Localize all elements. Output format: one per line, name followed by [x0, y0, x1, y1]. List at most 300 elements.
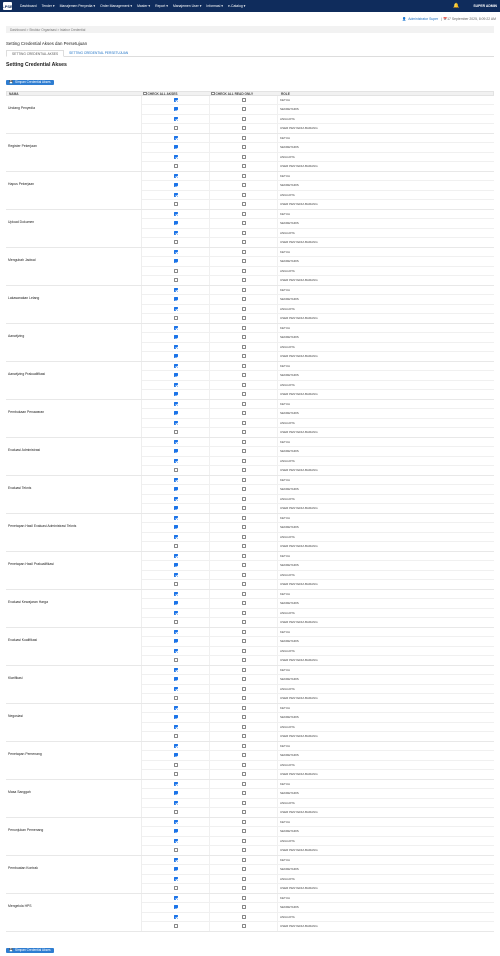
akses-checkbox[interactable] [174, 924, 178, 928]
akses-checkbox[interactable] [174, 877, 178, 881]
readonly-checkbox[interactable] [242, 573, 246, 577]
table-row [142, 162, 494, 171]
akses-checkbox[interactable] [174, 525, 178, 529]
readonly-checkbox[interactable] [242, 250, 246, 254]
akses-checkbox[interactable] [174, 858, 178, 862]
readonly-checkbox[interactable] [242, 715, 246, 719]
header-role: ROLE [281, 91, 290, 96]
role-label: SEKRETARIS [280, 411, 299, 416]
table-row [142, 903, 494, 912]
table-row [142, 485, 494, 494]
readonly-checkbox[interactable] [242, 582, 246, 586]
save-credential-button-bottom[interactable] [6, 948, 54, 953]
readonly-checkbox[interactable] [242, 763, 246, 767]
table-row [142, 742, 494, 751]
readonly-checkbox[interactable] [242, 896, 246, 900]
permission-group [6, 514, 494, 552]
akses-checkbox[interactable] [174, 183, 178, 187]
akses-checkbox[interactable] [174, 763, 178, 767]
akses-checkbox[interactable] [174, 848, 178, 852]
nav-item[interactable]: Master ▾ [137, 4, 151, 8]
readonly-checkbox[interactable] [242, 259, 246, 263]
role-label: USER PENYEDIA BARANG [280, 202, 318, 207]
readonly-checkbox[interactable] [242, 810, 246, 814]
akses-checkbox[interactable] [174, 801, 178, 805]
table-row [142, 229, 494, 238]
permission-name: Evaluasi Kewajaran Harga [6, 590, 142, 627]
role-label: USER PENYEDIA BARANG [280, 658, 318, 663]
role-label: USER PENYEDIA BARANG [280, 240, 318, 245]
role-label: ANGGOTA [280, 648, 295, 653]
role-label: USER PENYEDIA BARANG [280, 164, 318, 169]
akses-checkbox[interactable] [174, 563, 178, 567]
akses-checkbox[interactable] [174, 364, 178, 368]
readonly-checkbox[interactable] [242, 373, 246, 377]
table-row [142, 314, 494, 323]
readonly-checkbox[interactable] [242, 421, 246, 425]
akses-checkbox[interactable] [174, 259, 178, 263]
akses-checkbox[interactable] [174, 630, 178, 634]
akses-checkbox[interactable] [174, 829, 178, 833]
table-row [142, 723, 494, 732]
role-label: USER PENYEDIA BARANG [280, 126, 318, 131]
readonly-checkbox[interactable] [242, 269, 246, 273]
akses-checkbox[interactable] [174, 677, 178, 681]
header-name: NAMA [9, 91, 19, 96]
readonly-checkbox[interactable] [242, 592, 246, 596]
nav-item[interactable]: Report ▾ [155, 4, 168, 8]
readonly-checkbox[interactable] [242, 155, 246, 159]
akses-checkbox[interactable] [174, 335, 178, 339]
main-nav [20, 4, 453, 8]
role-label: USER PENYEDIA BARANG [280, 886, 318, 891]
akses-checkbox[interactable] [174, 440, 178, 444]
akses-checkbox[interactable] [174, 639, 178, 643]
readonly-checkbox[interactable] [242, 497, 246, 501]
admin-name[interactable]: Administrator Super [408, 17, 439, 21]
akses-checkbox[interactable] [174, 905, 178, 909]
akses-checkbox[interactable] [174, 535, 178, 539]
permission-name: Hapus Pekerjaan [6, 172, 142, 209]
save-credential-button[interactable] [6, 80, 54, 85]
akses-checkbox[interactable] [174, 734, 178, 738]
table-row [142, 381, 494, 390]
readonly-checkbox[interactable] [242, 354, 246, 358]
readonly-checkbox[interactable] [242, 136, 246, 140]
permission-name: Pembuatan Kontrak [6, 856, 142, 893]
readonly-checkbox[interactable] [242, 639, 246, 643]
readonly-checkbox[interactable] [242, 478, 246, 482]
akses-checkbox[interactable] [174, 373, 178, 377]
readonly-checkbox[interactable] [242, 668, 246, 672]
readonly-checkbox[interactable] [242, 383, 246, 387]
readonly-checkbox[interactable] [242, 202, 246, 206]
role-label: ANGGOTA [280, 572, 295, 577]
akses-checkbox[interactable] [174, 544, 178, 548]
readonly-checkbox[interactable] [242, 791, 246, 795]
readonly-checkbox[interactable] [242, 307, 246, 311]
nav-item[interactable]: Manajemen User ▾ [172, 4, 202, 8]
akses-checkbox[interactable] [174, 506, 178, 510]
table-row [142, 390, 494, 399]
readonly-checkbox[interactable] [242, 848, 246, 852]
readonly-checkbox[interactable] [242, 744, 246, 748]
page-title: Setting Credential Akses dan Persetujuan [6, 41, 88, 46]
readonly-checkbox[interactable] [242, 98, 246, 102]
akses-checkbox[interactable] [174, 174, 178, 178]
role-label: USER PENYEDIA BARANG [280, 924, 318, 929]
role-label: SEKRETARIS [280, 297, 299, 302]
readonly-checkbox[interactable] [242, 468, 246, 472]
tab-setting-credential-akses[interactable]: SETTING CREDENTIAL AKSES [6, 50, 64, 57]
table-row [142, 618, 494, 627]
readonly-checkbox[interactable] [242, 212, 246, 216]
readonly-checkbox[interactable] [242, 554, 246, 558]
permission-group [6, 666, 494, 704]
readonly-checkbox[interactable] [242, 535, 246, 539]
nav-item[interactable]: Manajemen Penyedia ▾ [59, 4, 96, 8]
readonly-checkbox[interactable] [242, 649, 246, 653]
akses-checkbox[interactable] [174, 354, 178, 358]
readonly-checkbox[interactable] [242, 782, 246, 786]
table-row [142, 751, 494, 760]
readonly-checkbox[interactable] [242, 193, 246, 197]
role-label: KETUA [280, 744, 291, 749]
akses-checkbox[interactable] [174, 164, 178, 168]
akses-checkbox[interactable] [174, 392, 178, 396]
akses-checkbox[interactable] [174, 278, 178, 282]
readonly-checkbox[interactable] [242, 240, 246, 244]
role-label: KETUA [280, 326, 291, 331]
readonly-checkbox[interactable] [242, 288, 246, 292]
akses-checkbox[interactable] [174, 487, 178, 491]
permission-name: Upload Dokumen [6, 210, 142, 247]
readonly-checkbox[interactable] [242, 620, 246, 624]
akses-checkbox[interactable] [174, 839, 178, 843]
readonly-checkbox[interactable] [242, 278, 246, 282]
akses-checkbox[interactable] [174, 345, 178, 349]
readonly-checkbox[interactable] [242, 611, 246, 615]
readonly-checkbox[interactable] [242, 924, 246, 928]
table-row [142, 438, 494, 447]
permission-name: Penetapan Hasil Evaluasi Administrasi Teknis [6, 514, 142, 551]
readonly-checkbox[interactable] [242, 145, 246, 149]
readonly-checkbox[interactable] [242, 392, 246, 396]
readonly-checkbox[interactable] [242, 886, 246, 890]
table-row [142, 324, 494, 333]
readonly-checkbox[interactable] [242, 753, 246, 757]
akses-checkbox[interactable] [174, 98, 178, 102]
akses-checkbox[interactable] [174, 772, 178, 776]
bell-icon[interactable]: 🔔 [453, 3, 460, 9]
table-row [142, 286, 494, 295]
nav-item[interactable]: Dashboard [20, 4, 37, 8]
readonly-checkbox[interactable] [242, 231, 246, 235]
akses-checkbox[interactable] [174, 316, 178, 320]
readonly-checkbox[interactable] [242, 772, 246, 776]
readonly-checkbox[interactable] [242, 734, 246, 738]
role-label: KETUA [280, 174, 291, 179]
readonly-checkbox[interactable] [242, 525, 246, 529]
readonly-checkbox[interactable] [242, 449, 246, 453]
role-label: SEKRETARIS [280, 791, 299, 796]
table-row [142, 476, 494, 485]
tab-setting-credential-persetujuan[interactable]: SETTING CREDENTIAL PERSETUJUAN [69, 51, 129, 55]
akses-checkbox[interactable] [174, 696, 178, 700]
readonly-checkbox[interactable] [242, 174, 246, 178]
role-label: ANGGOTA [280, 230, 295, 235]
akses-checkbox[interactable] [174, 288, 178, 292]
role-label: KETUA [280, 440, 291, 445]
readonly-checkbox[interactable] [242, 544, 246, 548]
akses-checkbox[interactable] [174, 668, 178, 672]
akses-checkbox[interactable] [174, 782, 178, 786]
role-label: SEKRETARIS [280, 715, 299, 720]
role-label: USER PENYEDIA BARANG [280, 734, 318, 739]
akses-checkbox[interactable] [174, 620, 178, 624]
role-label: SEKRETARIS [280, 867, 299, 872]
akses-checkbox[interactable] [174, 915, 178, 919]
akses-checkbox[interactable] [174, 497, 178, 501]
akses-checkbox[interactable] [174, 136, 178, 140]
akses-checkbox[interactable] [174, 687, 178, 691]
header-check-all: CHECK ALL AKSES [147, 91, 178, 96]
role-label: ANGGOTA [280, 192, 295, 197]
table-row [142, 590, 494, 599]
table-row [142, 105, 494, 114]
table-row [142, 533, 494, 542]
readonly-checkbox[interactable] [242, 867, 246, 871]
readonly-checkbox[interactable] [242, 326, 246, 330]
akses-checkbox[interactable] [174, 725, 178, 729]
table-row [142, 153, 494, 162]
role-label: ANGGOTA [280, 116, 295, 121]
akses-checkbox[interactable] [174, 791, 178, 795]
akses-checkbox[interactable] [174, 658, 178, 662]
permission-name: Mengubah Jadwal [6, 248, 142, 285]
akses-checkbox[interactable] [174, 126, 178, 130]
role-label: SEKRETARIS [280, 601, 299, 606]
role-label: KETUA [280, 896, 291, 901]
table-row [142, 447, 494, 456]
readonly-checkbox[interactable] [242, 164, 246, 168]
readonly-checkbox[interactable] [242, 706, 246, 710]
akses-checkbox[interactable] [174, 145, 178, 149]
akses-checkbox[interactable] [174, 478, 178, 482]
readonly-checkbox[interactable] [242, 820, 246, 824]
readonly-checkbox[interactable] [242, 411, 246, 415]
akses-checkbox[interactable] [174, 715, 178, 719]
permission-group [6, 362, 494, 400]
table-row [142, 238, 494, 247]
readonly-checkbox[interactable] [242, 107, 246, 111]
permission-group [6, 590, 494, 628]
readonly-checkbox[interactable] [242, 335, 246, 339]
akses-checkbox[interactable] [174, 468, 178, 472]
akses-checkbox[interactable] [174, 250, 178, 254]
nav-item[interactable]: Informasi ▾ [206, 4, 224, 8]
akses-checkbox[interactable] [174, 649, 178, 653]
role-label: SEKRETARIS [280, 183, 299, 188]
akses-checkbox[interactable] [174, 430, 178, 434]
permission-name: Masa Sanggah [6, 780, 142, 817]
role-label: ANGGOTA [280, 534, 295, 539]
readonly-checkbox[interactable] [242, 858, 246, 862]
akses-checkbox[interactable] [174, 706, 178, 710]
akses-checkbox[interactable] [174, 240, 178, 244]
akses-checkbox[interactable] [174, 744, 178, 748]
nav-item[interactable]: e-Catalog ▾ [228, 4, 246, 8]
role-label: KETUA [280, 250, 291, 255]
role-label: SEKRETARIS [280, 107, 299, 112]
permission-group [6, 818, 494, 856]
akses-checkbox[interactable] [174, 867, 178, 871]
readonly-checkbox[interactable] [242, 905, 246, 909]
akses-checkbox[interactable] [174, 269, 178, 273]
table-row [142, 609, 494, 618]
readonly-checkbox[interactable] [242, 487, 246, 491]
role-label: KETUA [280, 98, 291, 103]
permission-name: Aanwijzing [6, 324, 142, 361]
readonly-checkbox[interactable] [242, 316, 246, 320]
readonly-checkbox[interactable] [242, 725, 246, 729]
readonly-checkbox[interactable] [242, 459, 246, 463]
header-check-readonly: CHECK ALL READ ONLY [215, 91, 254, 96]
akses-checkbox[interactable] [174, 573, 178, 577]
akses-checkbox[interactable] [174, 212, 178, 216]
readonly-checkbox[interactable] [242, 601, 246, 605]
akses-checkbox[interactable] [174, 554, 178, 558]
akses-checkbox[interactable] [174, 820, 178, 824]
readonly-checkbox[interactable] [242, 829, 246, 833]
akses-checkbox[interactable] [174, 611, 178, 615]
nav-item[interactable]: Tender ▾ [41, 4, 55, 8]
akses-checkbox[interactable] [174, 411, 178, 415]
table-row [142, 732, 494, 741]
user-menu[interactable]: SUPER ADMIN [473, 4, 497, 8]
permission-name: Pembukaan Penawaran [6, 400, 142, 437]
role-label: USER PENYEDIA BARANG [280, 810, 318, 815]
readonly-checkbox[interactable] [242, 297, 246, 301]
readonly-checkbox[interactable] [242, 183, 246, 187]
readonly-checkbox[interactable] [242, 801, 246, 805]
akses-checkbox[interactable] [174, 886, 178, 890]
role-label: ANGGOTA [280, 420, 295, 425]
role-label: SEKRETARIS [280, 677, 299, 682]
table-row [142, 362, 494, 371]
permission-name: Evaluasi Administrasi [6, 438, 142, 475]
akses-checkbox[interactable] [174, 155, 178, 159]
readonly-checkbox[interactable] [242, 696, 246, 700]
akses-checkbox[interactable] [174, 221, 178, 225]
readonly-checkbox[interactable] [242, 364, 246, 368]
akses-checkbox[interactable] [174, 117, 178, 121]
check-all-readonly-checkbox[interactable] [211, 92, 215, 96]
calendar-icon: 📅 [442, 17, 448, 21]
table-row [142, 837, 494, 846]
akses-checkbox[interactable] [174, 402, 178, 406]
readonly-checkbox[interactable] [242, 915, 246, 919]
akses-checkbox[interactable] [174, 449, 178, 453]
akses-checkbox[interactable] [174, 592, 178, 596]
role-label: KETUA [280, 820, 291, 825]
info-bar [0, 12, 500, 26]
readonly-checkbox[interactable] [242, 126, 246, 130]
table-row [142, 761, 494, 770]
readonly-checkbox[interactable] [242, 506, 246, 510]
table-row [142, 514, 494, 523]
permission-group [6, 894, 494, 932]
role-label: SEKRETARIS [280, 639, 299, 644]
readonly-checkbox[interactable] [242, 677, 246, 681]
table-row [142, 219, 494, 228]
table-row [142, 352, 494, 361]
akses-checkbox[interactable] [174, 582, 178, 586]
check-all-akses-checkbox[interactable] [143, 92, 147, 96]
akses-checkbox[interactable] [174, 516, 178, 520]
readonly-checkbox[interactable] [242, 440, 246, 444]
save-icon: 💾 [9, 80, 13, 84]
app-logo[interactable]: LPSE [2, 3, 13, 9]
role-label: ANGGOTA [280, 154, 295, 159]
readonly-checkbox[interactable] [242, 563, 246, 567]
role-label: USER PENYEDIA BARANG [280, 392, 318, 397]
akses-checkbox[interactable] [174, 383, 178, 387]
current-date: 17 September 2025, 8:09:22 AM [447, 17, 496, 21]
akses-checkbox[interactable] [174, 231, 178, 235]
readonly-checkbox[interactable] [242, 345, 246, 349]
table-row [142, 865, 494, 874]
readonly-checkbox[interactable] [242, 221, 246, 225]
table-row [142, 599, 494, 608]
role-label: SEKRETARIS [280, 259, 299, 264]
permission-name: Klarifikasi [6, 666, 142, 703]
readonly-checkbox[interactable] [242, 839, 246, 843]
readonly-checkbox[interactable] [242, 658, 246, 662]
role-label: SEKRETARIS [280, 221, 299, 226]
akses-checkbox[interactable] [174, 810, 178, 814]
akses-checkbox[interactable] [174, 193, 178, 197]
nav-item[interactable]: Order Management ▾ [100, 4, 133, 8]
role-label: USER PENYEDIA BARANG [280, 278, 318, 283]
readonly-checkbox[interactable] [242, 430, 246, 434]
table-row [142, 96, 494, 105]
role-label: KETUA [280, 364, 291, 369]
akses-checkbox[interactable] [174, 601, 178, 605]
akses-checkbox[interactable] [174, 326, 178, 330]
table-row [142, 713, 494, 722]
readonly-checkbox[interactable] [242, 630, 246, 634]
readonly-checkbox[interactable] [242, 516, 246, 520]
akses-checkbox[interactable] [174, 297, 178, 301]
akses-checkbox[interactable] [174, 307, 178, 311]
akses-checkbox[interactable] [174, 202, 178, 206]
table-row [142, 561, 494, 570]
readonly-checkbox[interactable] [242, 402, 246, 406]
akses-checkbox[interactable] [174, 107, 178, 111]
role-label: KETUA [280, 136, 291, 141]
akses-checkbox[interactable] [174, 896, 178, 900]
table-row [142, 267, 494, 276]
akses-checkbox[interactable] [174, 753, 178, 757]
readonly-checkbox[interactable] [242, 877, 246, 881]
readonly-checkbox[interactable] [242, 687, 246, 691]
akses-checkbox[interactable] [174, 421, 178, 425]
save-button-label: Simpan Credential Akses [14, 80, 51, 84]
table-row [142, 115, 494, 124]
akses-checkbox[interactable] [174, 459, 178, 463]
readonly-checkbox[interactable] [242, 117, 246, 121]
